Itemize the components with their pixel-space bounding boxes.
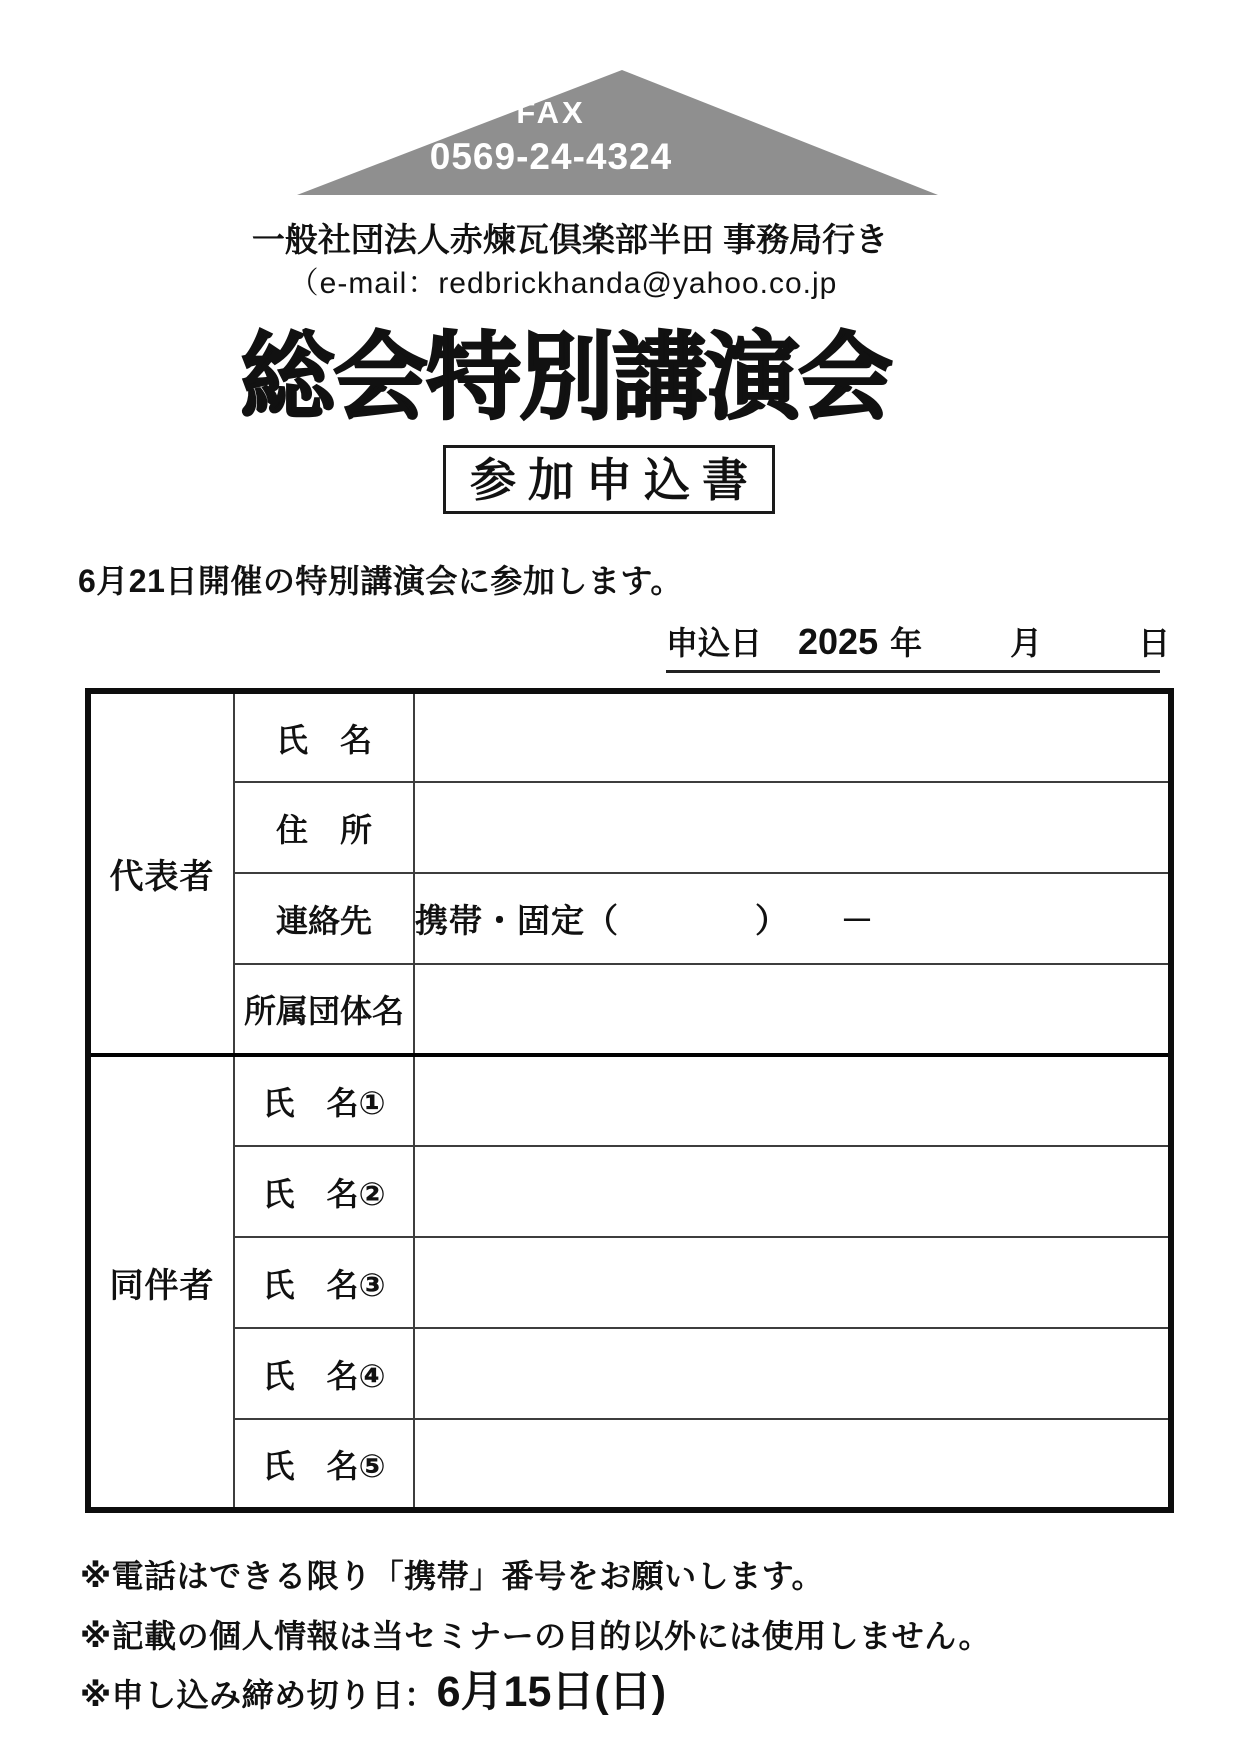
row-value-companion-1 xyxy=(414,1055,1171,1146)
application-date-label: 申込日 xyxy=(666,625,763,661)
day-unit-label: 日 xyxy=(1138,625,1171,661)
group-cell-representative: 代表者 xyxy=(88,691,234,1055)
table-row xyxy=(88,1055,1171,1146)
row-value-address xyxy=(414,782,1171,873)
row-label-address: 住 所 xyxy=(234,782,414,873)
month-unit-label: 月 xyxy=(1010,625,1043,661)
table-row xyxy=(88,1419,1171,1510)
row-label-name: 氏 名 xyxy=(234,691,414,782)
row-value-name xyxy=(414,691,1171,782)
note-phone: ※電話はできる限り「携帯」番号をお願いします。 xyxy=(80,1558,825,1594)
note-privacy: ※記載の個人情報は当セミナーの目的以外には使用しません。 xyxy=(80,1618,992,1654)
table-row xyxy=(88,1237,1171,1328)
row-value-companion-2 xyxy=(414,1146,1171,1237)
deadline-date: 6月15日(日) xyxy=(436,1668,667,1716)
row-value-organization xyxy=(414,964,1171,1055)
application-year-value: 2025 xyxy=(798,621,879,662)
table-row xyxy=(88,873,1171,964)
row-value-contact: 携帯・固定（ ） － xyxy=(414,873,1171,964)
application-form-label: 参加申込書 xyxy=(470,453,760,506)
row-label-organization: 所属団体名 xyxy=(234,964,414,1055)
table-row xyxy=(88,964,1171,1055)
email-line: （e-mail：redbrickhanda@yahoo.co.jp xyxy=(288,267,838,300)
row-label-companion-4: 氏 名④ xyxy=(234,1328,414,1419)
note-deadline xyxy=(80,1658,666,1719)
page-title: 総会特別講演会 xyxy=(240,325,892,431)
fax-label: FAX xyxy=(516,95,586,130)
application-form-box xyxy=(443,445,775,514)
table-row xyxy=(88,1328,1171,1419)
participation-statement: 6月21日開催の特別講演会に参加します。 xyxy=(78,563,683,599)
table-row xyxy=(88,1146,1171,1237)
row-label-companion-5: 氏 名⑤ xyxy=(234,1419,414,1510)
application-date-line xyxy=(666,618,1171,673)
row-label-companion-1: 氏 名① xyxy=(234,1055,414,1146)
row-value-companion-5 xyxy=(414,1419,1171,1510)
row-label-contact: 連絡先 xyxy=(234,873,414,964)
fax-number: 0569-24-4324 xyxy=(429,136,673,177)
year-unit-label: 年 xyxy=(890,625,923,661)
table-row xyxy=(88,691,1171,782)
row-label-companion-3: 氏 名③ xyxy=(234,1237,414,1328)
row-label-companion-2: 氏 名② xyxy=(234,1146,414,1237)
application-table xyxy=(85,688,1174,1513)
group-cell-companions: 同伴者 xyxy=(88,1055,234,1510)
deadline-prefix: ※申し込み締め切り日： xyxy=(80,1677,437,1713)
addressee-line: 一般社団法人赤煉瓦倶楽部半田 事務局行き xyxy=(251,221,889,258)
table-row xyxy=(88,782,1171,873)
row-value-companion-4 xyxy=(414,1328,1171,1419)
row-value-companion-3 xyxy=(414,1237,1171,1328)
